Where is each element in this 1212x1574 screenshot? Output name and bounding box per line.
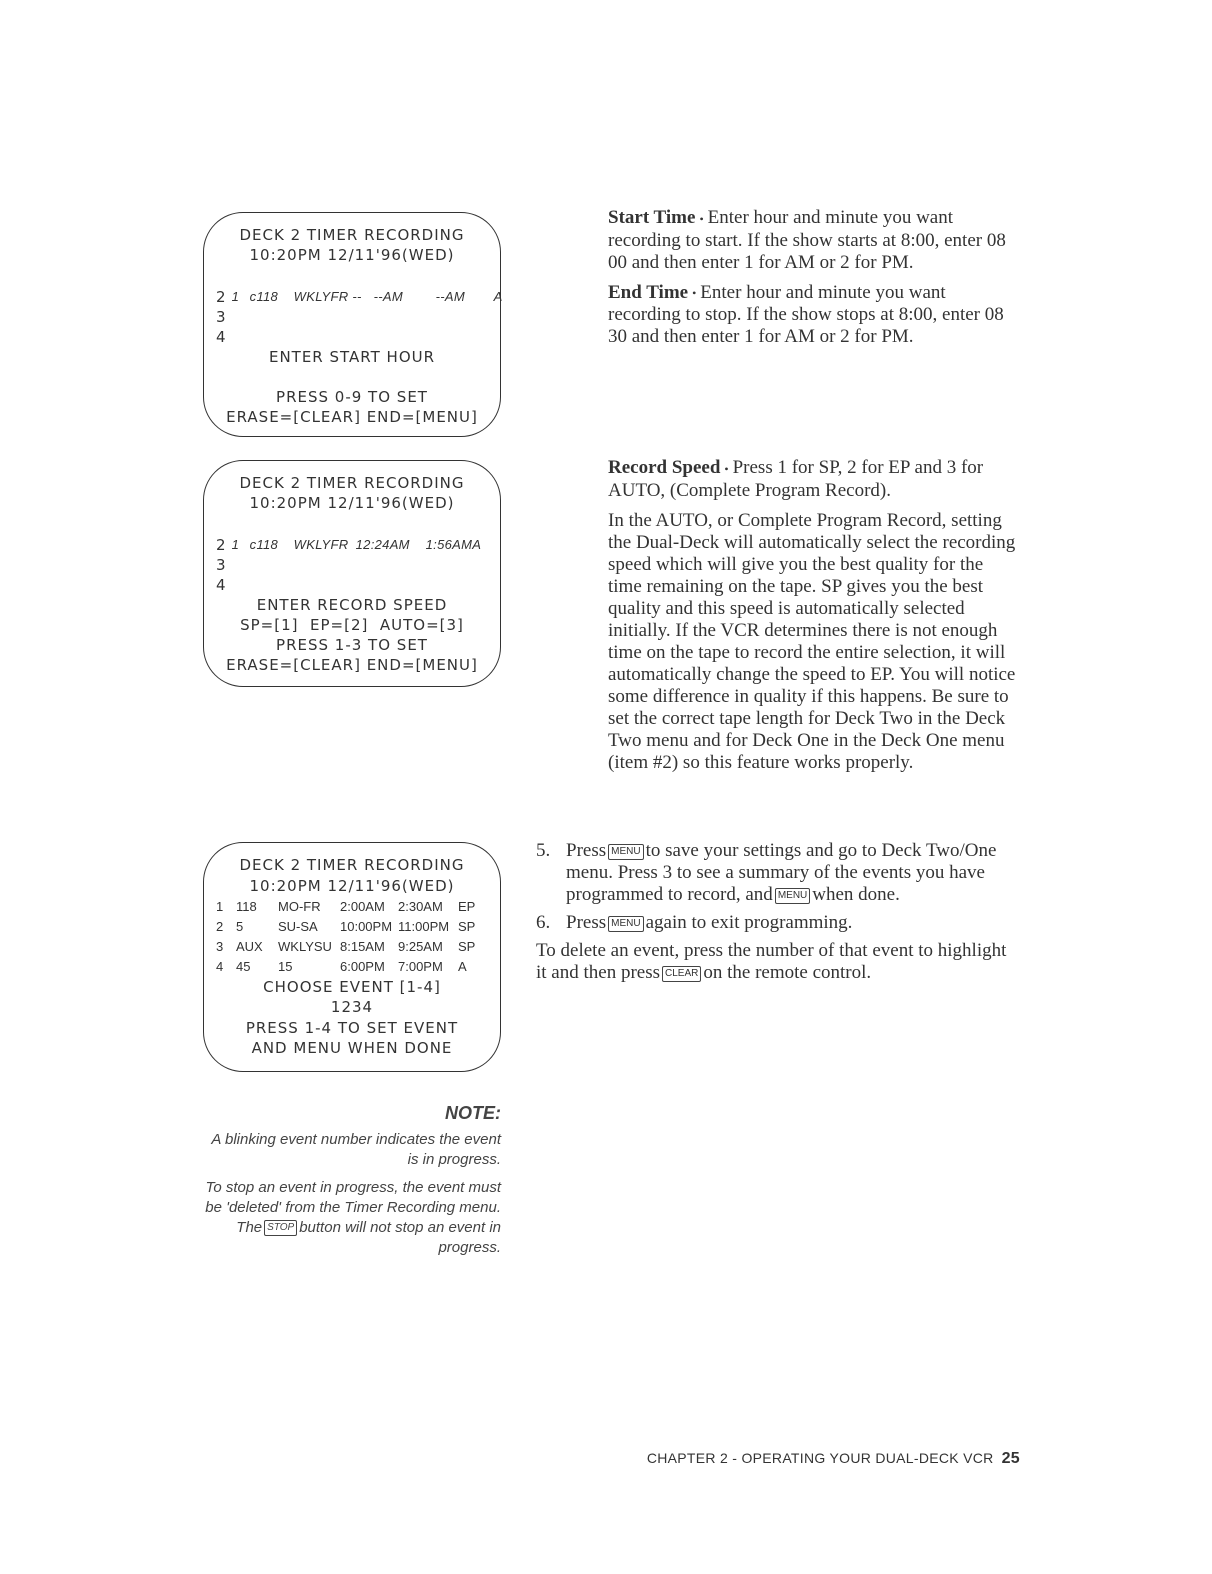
screen-instruction: PRESS 1-4 TO SET EVENT	[245, 1019, 459, 1037]
end-time-text: Enter hour and minute you want recording to stop. If the show stops at 8:00, enter 08 30 and then enter 1 for AM or 2 for PM.	[608, 281, 1004, 348]
screen-footer: ERASE=[CLEAR] END=[MENU]	[226, 408, 478, 426]
record-speed-paragraph	[608, 457, 1020, 502]
screen-title: DECK 2 TIMER RECORDING	[239, 226, 465, 244]
note-heading: NOTE:	[445, 1103, 501, 1123]
timer-screen-start-hour	[203, 212, 501, 437]
screen-footer: ERASE=[CLEAR] END=[MENU]	[226, 656, 478, 674]
event-row-3: 3 AUX WKLYSU 8:15AM 9:25AM SP	[216, 939, 476, 954]
event-row-3: 3	[216, 308, 227, 326]
step-text: Press MENU to save your settings and go to Deck Two/One menu. Press 3 to see a summary of the events you have programmed to record, and MENU when done.	[566, 840, 997, 905]
event-row-4: 4 45 15 6:00PM 7:00PM A	[216, 959, 467, 974]
screen-datetime: 10:20PM 12/11'96(WED)	[249, 246, 455, 264]
start-end-time-section	[608, 207, 1018, 356]
record-speed-term: Record Speed	[608, 457, 721, 478]
event-row-2: 2	[216, 288, 227, 306]
bullet-icon: •	[724, 461, 729, 476]
screen-datetime: 10:20PM 12/11'96(WED)	[249, 494, 455, 512]
screen-prompt: ENTER START HOUR	[268, 348, 436, 366]
record-speed-section	[608, 457, 1020, 782]
start-time-paragraph	[608, 207, 1018, 274]
event-row-4: 4	[216, 328, 227, 346]
end-time-paragraph	[608, 282, 1018, 349]
screen-instruction: PRESS 0-9 TO SET	[276, 388, 428, 406]
menu-key-icon: MENU	[775, 888, 810, 904]
event-row-4: 4	[216, 576, 227, 594]
screen-title: DECK 2 TIMER RECORDING	[239, 474, 465, 492]
event-row-2: 2	[216, 536, 227, 554]
event-row-1: 1 c118 WKLYFR 12:24AM 1:56AMA	[231, 537, 482, 552]
screen-options: SP=[1] EP=[2] AUTO=[3]	[240, 616, 464, 634]
screen-instruction: PRESS 1-3 TO SET	[276, 636, 428, 654]
step-number: 6.	[536, 912, 551, 933]
start-time-term: Start Time	[608, 207, 696, 228]
end-time-term: End Time	[608, 281, 689, 303]
steps-section	[536, 840, 1008, 992]
screen-choices: 1234	[330, 998, 374, 1016]
page-footer	[647, 1450, 1020, 1468]
note-paragraph-2: To stop an event in progress, the event must be 'deleted' from the Timer Recording menu. The STOP button will not stop an event in progress.	[205, 1179, 501, 1256]
screen-instruction-2: AND MENU WHEN DONE	[251, 1039, 453, 1057]
step-5	[536, 840, 1008, 906]
record-speed-text: Press 1 for SP, 2 for EP and 3 for AUTO, (Complete Program Record).	[608, 457, 984, 501]
menu-key-icon: MENU	[608, 844, 643, 860]
event-row-1: 1 c118 WKLYFR -- --AM --AM A	[231, 289, 503, 304]
step-6	[536, 912, 1008, 934]
timer-screen-record-speed	[203, 460, 501, 687]
screen-title: DECK 2 TIMER RECORDING	[239, 856, 465, 874]
note-paragraph-1: A blinking event number indicates the event is in progress.	[211, 1131, 501, 1168]
event-row-1: 1 118 MO-FR 2:00AM 2:30AM EP	[216, 899, 476, 914]
note-box	[205, 1103, 501, 1266]
menu-key-icon: MENU	[608, 916, 643, 932]
bullet-icon: •	[692, 286, 697, 301]
chapter-title: CHAPTER 2 - OPERATING YOUR DUAL-DECK VCR	[646, 1450, 994, 1466]
start-time-text: Enter hour and minute you want recording to start. If the show starts at 8:00, enter 08 00 and then enter 1 for AM or 2 for PM.	[608, 207, 1006, 273]
event-row-2: 2 5 SU-SA 10:00PM 11:00PM SP	[216, 919, 476, 934]
record-speed-detail: In the AUTO, or Complete Program Record, setting the Dual-Deck will automatically select the recording speed which will give you the best quality for the time remaining on the tape. SP gives you the best quality and this speed is automatically selected initially. If the VCR determines there is not enough time on the tape to record the entire selection, it will automatically change the speed to EP. You will notice some difference in quality if this happens. Be sure to set the correct tape length for Deck Two in the Deck Two menu and for Deck One in the Deck One menu (item #2) so this feature works properly.	[608, 509, 1016, 773]
screen-prompt: CHOOSE EVENT [1-4]	[263, 978, 441, 996]
delete-event-paragraph: To delete an event, press the number of that event to highlight it and then press CLEAR on the remote control.	[536, 940, 1007, 983]
bullet-icon: •	[699, 211, 704, 226]
screen-prompt: ENTER RECORD SPEED	[256, 596, 448, 614]
clear-key-icon: CLEAR	[662, 966, 701, 982]
step-number: 5.	[536, 840, 551, 861]
page-number: 25	[1001, 1450, 1020, 1467]
timer-screen-event-summary	[203, 842, 501, 1072]
event-row-3: 3	[216, 556, 227, 574]
step-text: Press MENU again to exit programming.	[566, 912, 853, 933]
screen-datetime: 10:20PM 12/11'96(WED)	[249, 877, 455, 895]
stop-key-icon: STOP	[264, 1220, 297, 1236]
